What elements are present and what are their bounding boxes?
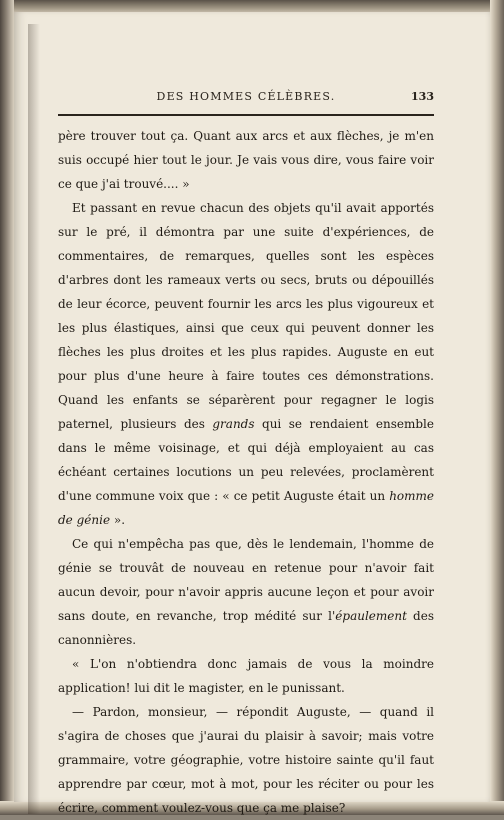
header-rule: [58, 114, 434, 116]
paragraph-2-text-a: Et passant en revue chacun des objets qu'il avait apportés sur le pré, il démontra par une suite d'expériences, de commentaires, de remarques, quelles sont les espèces d'arbres dont les rameaux verts ou secs, bruts ou dépouillés de leur écorce, peuvent fournir les arcs les plus vigoureux et les plus élastiques, ainsi que ceux qui peuvent donner les flèches les plus droites et les plus rapides. Auguste en eut pour plus d'une heure à faire toutes ces démonstrations. Quand les enfants se séparèrent pour regagner le logis paternel, plusieurs des: [58, 201, 434, 431]
paragraph-4-text: « L'on n'obtiendra donc jamais de vous la moindre application! lui dit le magister, en le punissant.: [58, 657, 434, 695]
paragraph-2-text-c: ».: [110, 513, 126, 527]
paragraph-2-text-b: qui se rendaient ensemble dans le même voisinage, et qui déjà employaient au cas échéant certaines locutions un peu relevées, proclamèrent d'une commune voix que : « ce petit Auguste était un: [58, 417, 434, 503]
page-right-edge: [490, 0, 504, 815]
paragraph-1-text: père trouver tout ça. Quant aux arcs et aux flèches, je m'en suis occupé hier tout le jour. Je vais vous dire, vous faire voir ce que j'ai trouvé.... »: [58, 129, 434, 191]
paragraph-2-italic-grands: grands: [212, 417, 255, 431]
page-header: [58, 86, 434, 108]
paragraph-2-italic-homme-de-genie: homme de génie: [58, 489, 434, 527]
book-spine-edge: [0, 0, 14, 815]
paragraph-3: [58, 532, 434, 652]
running-head: DES HOMMES CÉLÈBRES.: [156, 90, 336, 103]
paragraph-1: [58, 124, 434, 196]
paragraph-2: [58, 196, 434, 532]
page-number: 133: [411, 90, 434, 103]
body-text: [58, 124, 434, 820]
paragraph-4: [58, 652, 434, 700]
book-page: [14, 12, 490, 815]
gutter-shadow: [28, 24, 40, 814]
paragraph-3-text-a: Ce qui n'empêcha pas que, dès le lendemain, l'homme de génie se trouvât de nouveau en retenue pour n'avoir fait aucun devoir, pour n'avoir appris aucune leçon et pour avoir sans doute, en revanche, trop médité sur l': [58, 537, 434, 623]
paragraph-5-text: — Pardon, monsieur, — répondit Auguste, — quand il s'agira de choses que j'aurai du plaisir à savoir; mais votre grammaire, votre géographie, votre histoire sainte qu'il faut apprendre par cœur, mot à mot, pour les réciter ou pour les écrire, comment voulez-vous que ça me plaise?: [58, 705, 434, 815]
paragraph-5: [58, 700, 434, 820]
paragraph-3-italic-epaulement: épaulement: [335, 609, 407, 623]
paragraph-3-text-b: des canonnières.: [58, 609, 434, 647]
